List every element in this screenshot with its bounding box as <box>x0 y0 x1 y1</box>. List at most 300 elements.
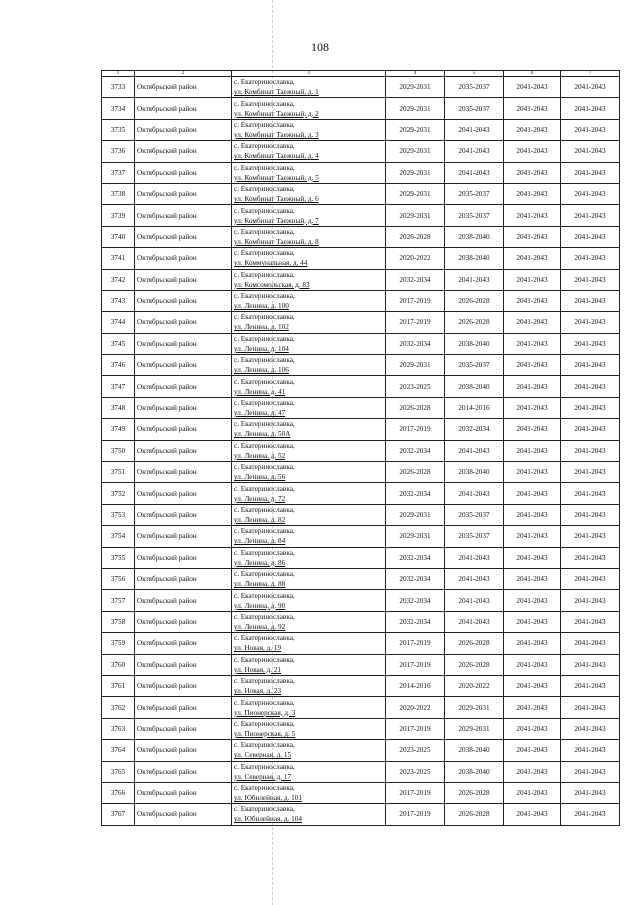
district: Октябрьский район <box>135 183 232 204</box>
period-col-4: 2026-2028 <box>386 226 445 247</box>
district: Октябрьский район <box>135 269 232 290</box>
district: Октябрьский район <box>135 526 232 547</box>
period-col-7: 2041-2043 <box>561 504 620 525</box>
period-col-6: 2041-2043 <box>504 782 561 803</box>
table-row <box>102 568 620 589</box>
address-locality: с. Екатеринославка, <box>234 591 295 600</box>
address-street: ул. Пионерская, д. 5 <box>234 729 296 738</box>
address-locality: с. Екатеринославка, <box>234 377 295 386</box>
period-col-4: 2017-2019 <box>386 782 445 803</box>
district: Октябрьский район <box>135 483 232 504</box>
address-locality: с. Екатеринославка, <box>234 719 295 728</box>
period-col-4: 2026-2028 <box>386 462 445 483</box>
address-locality: с. Екатеринославка, <box>234 762 295 771</box>
address-locality: с. Екатеринославка, <box>234 78 295 87</box>
address-locality: с. Екатеринославка, <box>234 313 295 322</box>
period-col-5: 2041-2043 <box>445 611 504 632</box>
period-col-4: 2017-2019 <box>386 633 445 654</box>
period-col-7: 2041-2043 <box>561 782 620 803</box>
table-row <box>102 397 620 418</box>
period-col-5: 2038-2040 <box>445 761 504 782</box>
period-col-5: 2020-2022 <box>445 675 504 696</box>
period-col-6: 2041-2043 <box>504 162 561 183</box>
address <box>232 183 386 204</box>
table-row <box>102 77 620 98</box>
period-col-6: 2041-2043 <box>504 248 561 269</box>
period-col-4: 2029-2031 <box>386 205 445 226</box>
row-number: 3761 <box>102 675 135 696</box>
period-col-7: 2041-2043 <box>561 269 620 290</box>
address-street: ул. Северная, д. 17 <box>234 772 292 781</box>
column-number: 6 <box>504 71 561 77</box>
period-col-5: 2026-2028 <box>445 804 504 825</box>
address-street: ул. Ленина, д. 86 <box>234 558 286 567</box>
period-col-6: 2041-2043 <box>504 312 561 333</box>
row-number: 3737 <box>102 162 135 183</box>
address-street: ул. Комбинат Таежный, д. 8 <box>234 237 319 246</box>
column-number: 7 <box>561 71 620 77</box>
district: Октябрьский район <box>135 205 232 226</box>
address-street: ул. Комбинат Таежный, д. 3 <box>234 130 319 139</box>
row-number: 3766 <box>102 782 135 803</box>
address-locality: с. Екатеринославка, <box>234 698 295 707</box>
district: Октябрьский район <box>135 419 232 440</box>
period-col-5: 2026-2028 <box>445 312 504 333</box>
period-col-7: 2041-2043 <box>561 183 620 204</box>
district: Октябрьский район <box>135 333 232 354</box>
period-col-6: 2041-2043 <box>504 462 561 483</box>
period-col-6: 2041-2043 <box>504 504 561 525</box>
period-col-7: 2041-2043 <box>561 633 620 654</box>
district: Октябрьский район <box>135 740 232 761</box>
period-col-5: 2035-2037 <box>445 504 504 525</box>
row-number: 3743 <box>102 290 135 311</box>
table-row <box>102 269 620 290</box>
period-col-4: 2017-2019 <box>386 654 445 675</box>
period-col-5: 2038-2040 <box>445 462 504 483</box>
address-street: ул. Комбинат Таежный, д. 6 <box>234 195 319 204</box>
table-row <box>102 654 620 675</box>
address-street: ул. Комбинат Таежный, д. 1 <box>234 88 319 97</box>
period-col-4: 2032-2034 <box>386 333 445 354</box>
table-row <box>102 804 620 825</box>
period-col-5: 2041-2043 <box>445 269 504 290</box>
table-row <box>102 547 620 568</box>
address-locality: с. Екатеринославка, <box>234 399 295 408</box>
address <box>232 718 386 739</box>
period-col-6: 2041-2043 <box>504 119 561 140</box>
table-row <box>102 183 620 204</box>
row-number: 3751 <box>102 462 135 483</box>
table-row <box>102 248 620 269</box>
table-row <box>102 590 620 611</box>
address <box>232 290 386 311</box>
row-number: 3757 <box>102 590 135 611</box>
table-row <box>102 483 620 504</box>
district: Октябрьский район <box>135 718 232 739</box>
address-street: ул. Комбинат Таежный, д. 2 <box>234 109 319 118</box>
period-col-4: 2032-2034 <box>386 611 445 632</box>
period-col-5: 2041-2043 <box>445 440 504 461</box>
period-col-6: 2041-2043 <box>504 269 561 290</box>
address <box>232 654 386 675</box>
address-street: ул. Ленина, д. 102 <box>234 323 289 332</box>
period-col-6: 2041-2043 <box>504 633 561 654</box>
address-street: ул. Ленина, д. 47 <box>234 409 286 418</box>
address-locality: с. Екатеринославка, <box>234 741 295 750</box>
address <box>232 419 386 440</box>
period-col-4: 2029-2031 <box>386 504 445 525</box>
address-street: ул. Ленина, д. 100 <box>234 302 289 311</box>
period-col-7: 2041-2043 <box>561 675 620 696</box>
row-number: 3736 <box>102 141 135 162</box>
address <box>232 761 386 782</box>
period-col-5: 2041-2043 <box>445 590 504 611</box>
address <box>232 590 386 611</box>
period-col-7: 2041-2043 <box>561 547 620 568</box>
address <box>232 376 386 397</box>
period-col-6: 2041-2043 <box>504 355 561 376</box>
row-number: 3749 <box>102 419 135 440</box>
period-col-5: 2014-2016 <box>445 397 504 418</box>
address-street: ул. Ленина, д. 106 <box>234 366 289 375</box>
table-row <box>102 462 620 483</box>
row-number: 3748 <box>102 397 135 418</box>
period-col-7: 2041-2043 <box>561 440 620 461</box>
period-col-7: 2041-2043 <box>561 290 620 311</box>
row-number: 3740 <box>102 226 135 247</box>
district: Октябрьский район <box>135 440 232 461</box>
address-street: ул. Северная, д. 15 <box>234 751 292 760</box>
district: Октябрьский район <box>135 162 232 183</box>
period-col-5: 2041-2043 <box>445 483 504 504</box>
district: Октябрьский район <box>135 290 232 311</box>
district: Октябрьский район <box>135 782 232 803</box>
address <box>232 226 386 247</box>
period-col-7: 2041-2043 <box>561 804 620 825</box>
period-col-4: 2029-2031 <box>386 77 445 98</box>
period-col-5: 2038-2040 <box>445 333 504 354</box>
period-col-5: 2038-2040 <box>445 248 504 269</box>
district: Октябрьский район <box>135 568 232 589</box>
table-row <box>102 355 620 376</box>
district: Октябрьский район <box>135 504 232 525</box>
row-number: 3764 <box>102 740 135 761</box>
period-col-5: 2041-2043 <box>445 162 504 183</box>
period-col-7: 2041-2043 <box>561 397 620 418</box>
period-col-4: 2032-2034 <box>386 440 445 461</box>
table-row <box>102 290 620 311</box>
period-col-4: 2032-2034 <box>386 483 445 504</box>
address-street: ул. Ленина, д. 52 <box>234 451 286 460</box>
table-row <box>102 376 620 397</box>
period-col-4: 2032-2034 <box>386 269 445 290</box>
address-street: ул. Ленина, д. 92 <box>234 622 286 631</box>
period-col-4: 2032-2034 <box>386 590 445 611</box>
table-row <box>102 205 620 226</box>
district: Октябрьский район <box>135 397 232 418</box>
address-street: ул. Комбинат Таежный, д. 5 <box>234 173 319 182</box>
address <box>232 312 386 333</box>
district: Октябрьский район <box>135 141 232 162</box>
district: Октябрьский район <box>135 654 232 675</box>
period-col-6: 2041-2043 <box>504 205 561 226</box>
period-col-7: 2041-2043 <box>561 761 620 782</box>
district: Октябрьский район <box>135 633 232 654</box>
address-locality: с. Екатеринославка, <box>234 356 295 365</box>
period-col-5: 2029-2031 <box>445 697 504 718</box>
period-col-5: 2029-2031 <box>445 718 504 739</box>
district: Октябрьский район <box>135 355 232 376</box>
period-col-4: 2017-2019 <box>386 718 445 739</box>
row-number: 3746 <box>102 355 135 376</box>
address-locality: с. Екатеринославка, <box>234 506 295 514</box>
period-col-6: 2041-2043 <box>504 568 561 589</box>
column-number: 3 <box>232 71 386 77</box>
period-col-4: 2023-2025 <box>386 761 445 782</box>
period-col-4: 2029-2031 <box>386 162 445 183</box>
address-street: ул. Ленина, д. 90 <box>234 601 286 610</box>
address-street: ул. Ленина, д. 104 <box>234 344 289 353</box>
period-col-7: 2041-2043 <box>561 568 620 589</box>
address-street: ул. Новая, д. 21 <box>234 665 282 674</box>
row-number: 3760 <box>102 654 135 675</box>
period-col-6: 2041-2043 <box>504 141 561 162</box>
address-locality: с. Екатеринославка, <box>234 206 295 215</box>
row-number: 3755 <box>102 547 135 568</box>
address-locality: с. Екатеринославка, <box>234 420 295 429</box>
period-col-7: 2041-2043 <box>561 697 620 718</box>
address <box>232 162 386 183</box>
period-col-5: 2026-2028 <box>445 633 504 654</box>
period-col-4: 2020-2022 <box>386 697 445 718</box>
address-locality: с. Екатеринославка, <box>234 227 295 236</box>
address <box>232 547 386 568</box>
address <box>232 462 386 483</box>
period-col-6: 2041-2043 <box>504 183 561 204</box>
address <box>232 504 386 525</box>
period-col-4: 2029-2031 <box>386 141 445 162</box>
period-col-7: 2041-2043 <box>561 483 620 504</box>
address <box>232 804 386 825</box>
address-locality: с. Екатеринославка, <box>234 784 295 793</box>
row-number: 3738 <box>102 183 135 204</box>
period-col-7: 2041-2043 <box>561 98 620 119</box>
period-col-6: 2041-2043 <box>504 654 561 675</box>
address-street: ул. Ленина, д. 82 <box>234 516 286 524</box>
address-locality: с. Екатеринославка, <box>234 334 295 343</box>
table-row <box>102 740 620 761</box>
row-number: 3733 <box>102 77 135 98</box>
address <box>232 611 386 632</box>
period-col-5: 2038-2040 <box>445 740 504 761</box>
period-col-7: 2041-2043 <box>561 718 620 739</box>
address-locality: с. Екатеринославка, <box>234 142 295 151</box>
period-col-7: 2041-2043 <box>561 462 620 483</box>
period-col-7: 2041-2043 <box>561 162 620 183</box>
row-number: 3762 <box>102 697 135 718</box>
district: Октябрьский район <box>135 611 232 632</box>
period-col-4: 2017-2019 <box>386 312 445 333</box>
address <box>232 269 386 290</box>
address <box>232 98 386 119</box>
address-street: ул. Комбинат Таежный, д. 7 <box>234 216 319 225</box>
period-col-4: 2017-2019 <box>386 419 445 440</box>
address <box>232 483 386 504</box>
table-row <box>102 98 620 119</box>
address <box>232 440 386 461</box>
table-row <box>102 697 620 718</box>
row-number: 3754 <box>102 526 135 547</box>
address-locality: с. Екатеринославка, <box>234 570 295 579</box>
row-number: 3758 <box>102 611 135 632</box>
period-col-5: 2041-2043 <box>445 568 504 589</box>
period-col-4: 2032-2034 <box>386 568 445 589</box>
period-col-7: 2041-2043 <box>561 654 620 675</box>
address-locality: с. Екатеринославка, <box>234 677 295 686</box>
period-col-5: 2035-2037 <box>445 205 504 226</box>
period-col-6: 2041-2043 <box>504 804 561 825</box>
period-col-6: 2041-2043 <box>504 526 561 547</box>
address <box>232 141 386 162</box>
table-row <box>102 633 620 654</box>
address-street: ул. Ленина, д. 72 <box>234 494 286 503</box>
period-col-6: 2041-2043 <box>504 675 561 696</box>
period-col-5: 2041-2043 <box>445 119 504 140</box>
period-col-7: 2041-2043 <box>561 740 620 761</box>
period-col-7: 2041-2043 <box>561 419 620 440</box>
address-street: ул. Комсомольская, д. 83 <box>234 280 310 289</box>
district: Октябрьский район <box>135 462 232 483</box>
address-street: ул. Юбилейная, д. 104 <box>234 815 302 824</box>
address-locality: с. Екатеринославка, <box>234 527 295 536</box>
address <box>232 355 386 376</box>
address-street: ул. Пионерская, д. 3 <box>234 708 296 717</box>
table-row <box>102 675 620 696</box>
table-row <box>102 782 620 803</box>
table-row <box>102 419 620 440</box>
row-number: 3765 <box>102 761 135 782</box>
period-col-4: 2029-2031 <box>386 98 445 119</box>
period-col-5: 2038-2040 <box>445 376 504 397</box>
period-col-6: 2041-2043 <box>504 333 561 354</box>
address-locality: с. Екатеринославка, <box>234 292 295 301</box>
period-col-5: 2026-2028 <box>445 782 504 803</box>
period-col-5: 2035-2037 <box>445 77 504 98</box>
period-col-5: 2035-2037 <box>445 355 504 376</box>
period-col-4: 2017-2019 <box>386 804 445 825</box>
district: Октябрьский район <box>135 312 232 333</box>
period-col-4: 2029-2031 <box>386 183 445 204</box>
address-locality: с. Екатеринославка, <box>234 120 295 129</box>
address-street: ул. Ленина, д. 56 <box>234 473 286 482</box>
address-locality: с. Екатеринославка, <box>234 185 295 194</box>
period-col-4: 2017-2019 <box>386 290 445 311</box>
row-number: 3767 <box>102 804 135 825</box>
address-locality: с. Екатеринославка, <box>234 634 295 643</box>
table-row <box>102 226 620 247</box>
period-col-6: 2041-2043 <box>504 697 561 718</box>
row-number: 3759 <box>102 633 135 654</box>
address-locality: с. Екатеринославка, <box>234 612 295 621</box>
table-row <box>102 333 620 354</box>
period-col-6: 2041-2043 <box>504 590 561 611</box>
period-col-4: 2023-2025 <box>386 376 445 397</box>
district: Октябрьский район <box>135 761 232 782</box>
address-street: ул. Юбилейная, д. 101 <box>234 794 302 803</box>
period-col-6: 2041-2043 <box>504 376 561 397</box>
period-col-7: 2041-2043 <box>561 77 620 98</box>
period-col-7: 2041-2043 <box>561 205 620 226</box>
period-col-4: 2026-2028 <box>386 397 445 418</box>
address-street: ул. Коммунальная, д. 44 <box>234 259 308 268</box>
address <box>232 333 386 354</box>
column-number: 5 <box>445 71 504 77</box>
address <box>232 119 386 140</box>
period-col-5: 2041-2043 <box>445 547 504 568</box>
address <box>232 397 386 418</box>
district: Октябрьский район <box>135 119 232 140</box>
period-col-5: 2026-2028 <box>445 654 504 675</box>
period-col-6: 2041-2043 <box>504 290 561 311</box>
registry-table <box>101 70 620 826</box>
row-number: 3741 <box>102 248 135 269</box>
period-col-4: 2029-2031 <box>386 355 445 376</box>
row-number: 3739 <box>102 205 135 226</box>
period-col-7: 2041-2043 <box>561 526 620 547</box>
district: Октябрьский район <box>135 804 232 825</box>
district: Октябрьский район <box>135 98 232 119</box>
table-row <box>102 440 620 461</box>
period-col-6: 2041-2043 <box>504 740 561 761</box>
address-locality: с. Екатеринославка, <box>234 163 295 172</box>
column-number: 4 <box>386 71 445 77</box>
row-number: 3735 <box>102 119 135 140</box>
address <box>232 782 386 803</box>
row-number: 3756 <box>102 568 135 589</box>
period-col-6: 2041-2043 <box>504 226 561 247</box>
district: Октябрьский район <box>135 248 232 269</box>
period-col-5: 2032-2034 <box>445 419 504 440</box>
period-col-7: 2041-2043 <box>561 590 620 611</box>
district: Октябрьский район <box>135 547 232 568</box>
address <box>232 77 386 98</box>
period-col-6: 2041-2043 <box>504 547 561 568</box>
row-number: 3734 <box>102 98 135 119</box>
table-row <box>102 761 620 782</box>
address <box>232 697 386 718</box>
period-col-7: 2041-2043 <box>561 119 620 140</box>
district: Октябрьский район <box>135 226 232 247</box>
column-number: 2 <box>135 71 232 77</box>
address-street: ул. Ленина, д. 50А <box>234 430 291 439</box>
address-street: ул. Новая, д. 23 <box>234 687 282 696</box>
column-number: 1 <box>102 71 135 77</box>
address-locality: с. Екатеринославка, <box>234 99 295 108</box>
period-col-4: 2029-2031 <box>386 119 445 140</box>
table-row <box>102 312 620 333</box>
address <box>232 633 386 654</box>
address-locality: с. Екатеринославка, <box>234 655 295 664</box>
period-col-6: 2041-2043 <box>504 611 561 632</box>
period-col-7: 2041-2043 <box>561 141 620 162</box>
address-locality: с. Екатеринославка, <box>234 270 295 279</box>
row-number: 3763 <box>102 718 135 739</box>
period-col-7: 2041-2043 <box>561 312 620 333</box>
address <box>232 675 386 696</box>
district: Октябрьский район <box>135 77 232 98</box>
address <box>232 568 386 589</box>
